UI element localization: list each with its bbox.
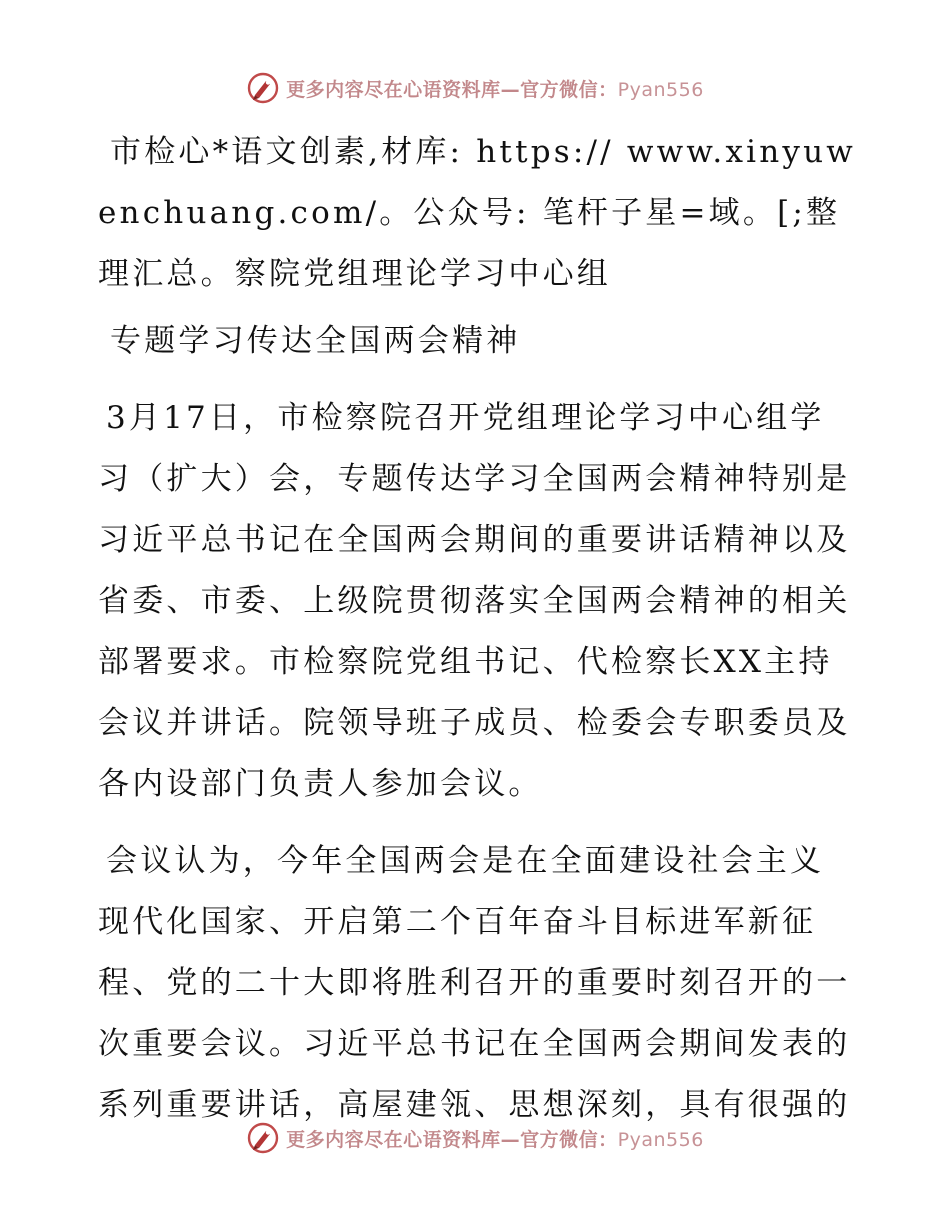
document-body (98, 122, 858, 1136)
paragraph-meeting: 3月17日，市检察院召开党组理论学习中心组学习（扩大）会，专题传达学习全国两会精神特别是习近平总书记在全国两会期间的重要讲话精神以及省委、市委、上级院贯彻落实全国两会精神的相关部署要求。市检察院党组书记、代检察长XX主持会议并讲话。院领导班子成员、检委会专职委员及各内设部门负责人参加会议。 (98, 400, 851, 802)
pen-circle-logo-icon (246, 1121, 280, 1155)
footer-watermark (0, 1118, 950, 1158)
watermark-text: 更多内容尽在心语资料库—官方微信：Pyan556 (286, 78, 704, 101)
header-watermark (0, 68, 950, 108)
paragraph-conclusion: 会议认为，今年全国两会是在全面建设社会主义现代化国家、开启第二个百年奋斗目标进军新征程、党的二十大即将胜利召开的重要时刻召开的一次重要会议。习近平总书记在全国两会期间发表的系列重要讲话，高屋建瓴、思想深刻，具有很强的 (98, 843, 851, 1123)
paragraph-intro: 市检心*语文创素,材库: https:// www.xinyuwenchuang.com/。公众号: 笔杆子星=域。[;整理汇总。察院党组理论学习中心组 (98, 134, 857, 292)
paragraph-title: 专题学习传达全国两会精神 (110, 323, 521, 359)
watermark-text: 更多内容尽在心语资料库—官方微信：Pyan556 (286, 1128, 704, 1151)
pen-circle-logo-icon (246, 71, 280, 105)
